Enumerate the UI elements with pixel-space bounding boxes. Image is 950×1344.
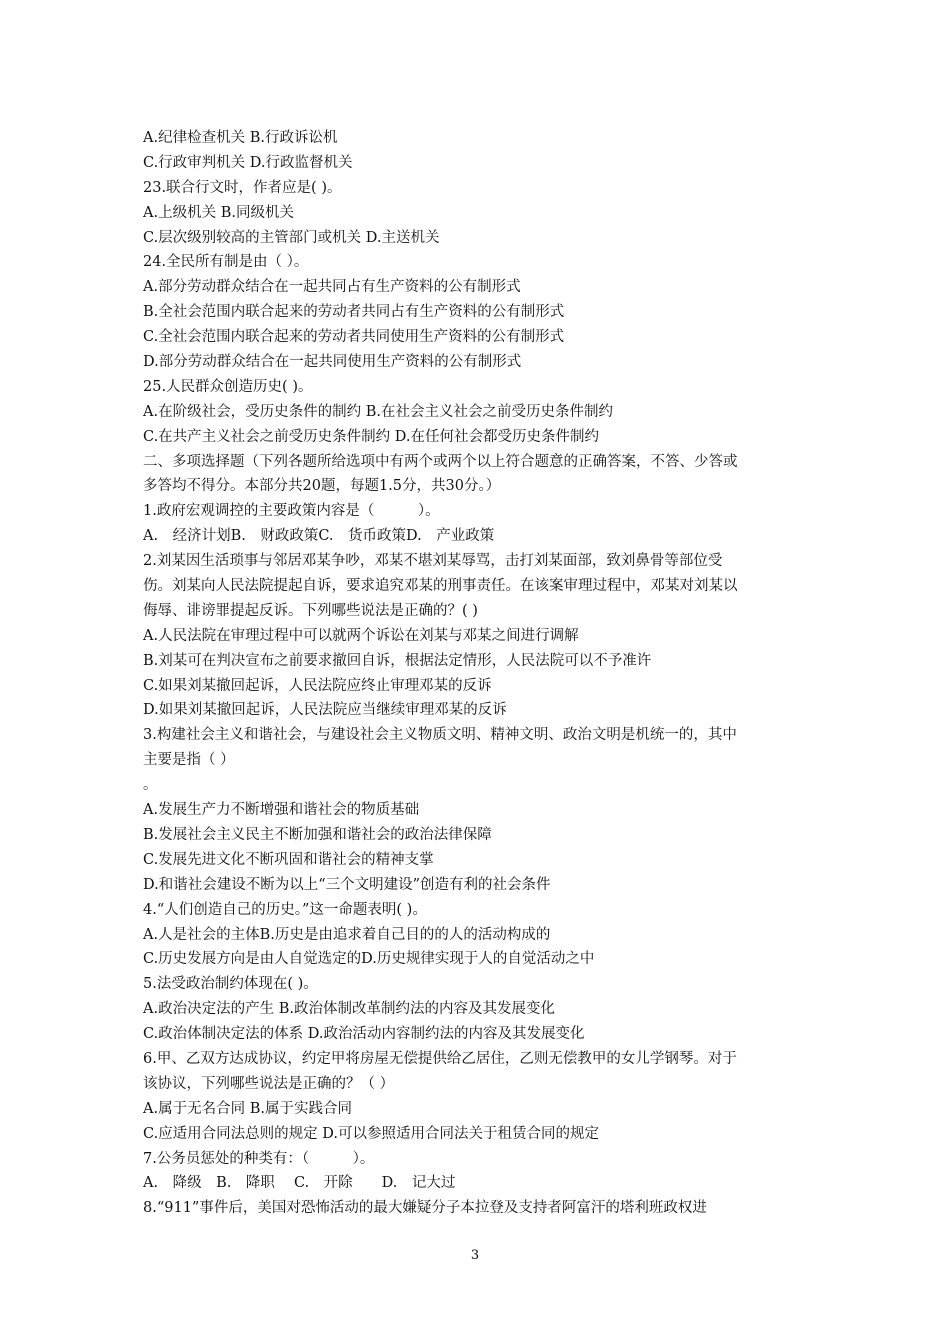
text-line: 侮辱、诽谤罪提起反诉。下列哪些说法是正确的？( ) [143,602,478,619]
text-line: 24.全民所有制是由（ ）。 [143,254,309,271]
text-line: 5.法受政治制约体现在( )。 [143,976,318,993]
text-line: A.在阶级社会，受历史条件的制约 B.在社会主义社会之前受历史条件制约 [143,403,613,420]
text-line: A.属于无名合同 B.属于实践合同 [143,1100,352,1117]
text-line: 二、多项选择题（下列各题所给选项中有两个或两个以上符合题意的正确答案，不答、少答或 [143,453,738,470]
text-line: B.刘某可在判决宣布之前要求撤回自诉，根据法定情形，人民法院可以不予准许 [143,652,652,669]
text-line: A. 降级 B. 降职 C. 开除 D. 记大过 [143,1175,456,1192]
text-line: 2.刘某因生活琐事与邻居邓某争吵，邓某不堪刘某辱骂，击打刘某面部，致刘鼻骨等部位受 [143,553,723,570]
text-line: C.应适用合同法总则的规定 D.可以参照适用合同法关于租赁合同的规定 [143,1125,600,1142]
text-line: A.上级机关 B.同级机关 [143,204,294,221]
text-line: 主要是指（ ） [143,752,235,769]
text-line: 。 [143,777,158,794]
text-line: 该协议，下列哪些说法是正确的？（ ） [143,1075,395,1092]
text-line: 23.联合行文时，作者应是( )。 [143,179,342,196]
text-line: 8.“911”事件后，美国对恐怖活动的最大嫌疑分子本拉登及支持者阿富汗的塔利班政权进 [143,1200,707,1217]
text-line: C.历史发展方向是由人自觉选定的D.历史规律实现于人的自觉活动之中 [143,951,595,968]
text-line: 伤。刘某向人民法院提起自诉，要求追究邓某的刑事责任。在该案审理过程中，邓某对刘某以 [143,578,738,595]
text-line: 1.政府宏观调控的主要政策内容是（ ）。 [143,503,440,520]
page-body [143,126,813,1221]
text-line: A.纪律检查机关 B.行政诉讼机 [143,130,338,146]
text-line: C.发展先进文化不断巩固和谐社会的精神支掌 [143,851,434,868]
text-line: 6.甲、乙双方达成协议，约定甲将房屋无偿提供给乙居住，乙则无偿教甲的女儿学钢琴。对于 [143,1050,737,1067]
text-line: B.发展社会主义民主不断加强和谐社会的政治法律保障 [143,826,492,843]
text-line: 多答均不得分。本部分共20题，每题1.5分，共30分。） [143,478,501,495]
text-line: C.行政审判机关 D.行政监督机关 [143,154,353,171]
text-line: 25.人民群众创造历史( )。 [143,378,313,395]
page-number: 3 [470,1248,480,1263]
text-line: C.如果刘某撤回起诉，人民法院应终止审理邓某的反诉 [143,677,492,694]
text-line: C.在共产主义社会之前受历史条件制约 D.在任何社会都受历史条件制约 [143,428,600,445]
text-line: D.和谐社会建设不断为以上“三个文明建设”创造有利的社会条件 [143,876,551,893]
text-line: A. 经济计划B. 财政政策C. 货币政策D. 产业政策 [143,528,495,545]
text-line: A.政治决定法的产生 B.政治体制改革制约法的内容及其发展变化 [143,1001,555,1018]
text-line: 3.构建社会主义和谐社会，与建设社会主义物质文明、精神文明、政治文明是机统一的，其中 [143,727,737,744]
text-line: A.人民法院在审理过程中可以就两个诉讼在刘某与邓某之间进行调解 [143,627,579,644]
text-line: A.部分劳动群众结合在一起共同占有生产资料的公有制形式 [143,279,521,296]
text-line: 4.“人们创造自己的历史。”这一命题表明( )。 [143,901,427,918]
text-line: C.政治体制决定法的体系 D.政治活动内容制约法的内容及其发展变化 [143,1026,585,1043]
text-line: B.全社会范围内联合起来的劳动者共同占有生产资料的公有制形式 [143,304,565,321]
text-line: C.全社会范围内联合起来的劳动者共同使用生产资料的公有制形式 [143,329,565,346]
text-line: D.如果刘某撤回起诉，人民法院应当继续审理邓某的反诉 [143,702,507,719]
text-line: C.层次级别较高的主管部门或机关 D.主送机关 [143,229,440,246]
text-line: 7.公务员惩处的种类有：（ ）。 [143,1150,375,1167]
text-line: A.人是社会的主体B.历史是由追求着自己目的的人的活动构成的 [143,926,551,943]
text-line: A.发展生产力不断增强和谐社会的物质基础 [143,802,420,819]
text-line: D.部分劳动群众结合在一起共同使用生产资料的公有制形式 [143,354,522,371]
